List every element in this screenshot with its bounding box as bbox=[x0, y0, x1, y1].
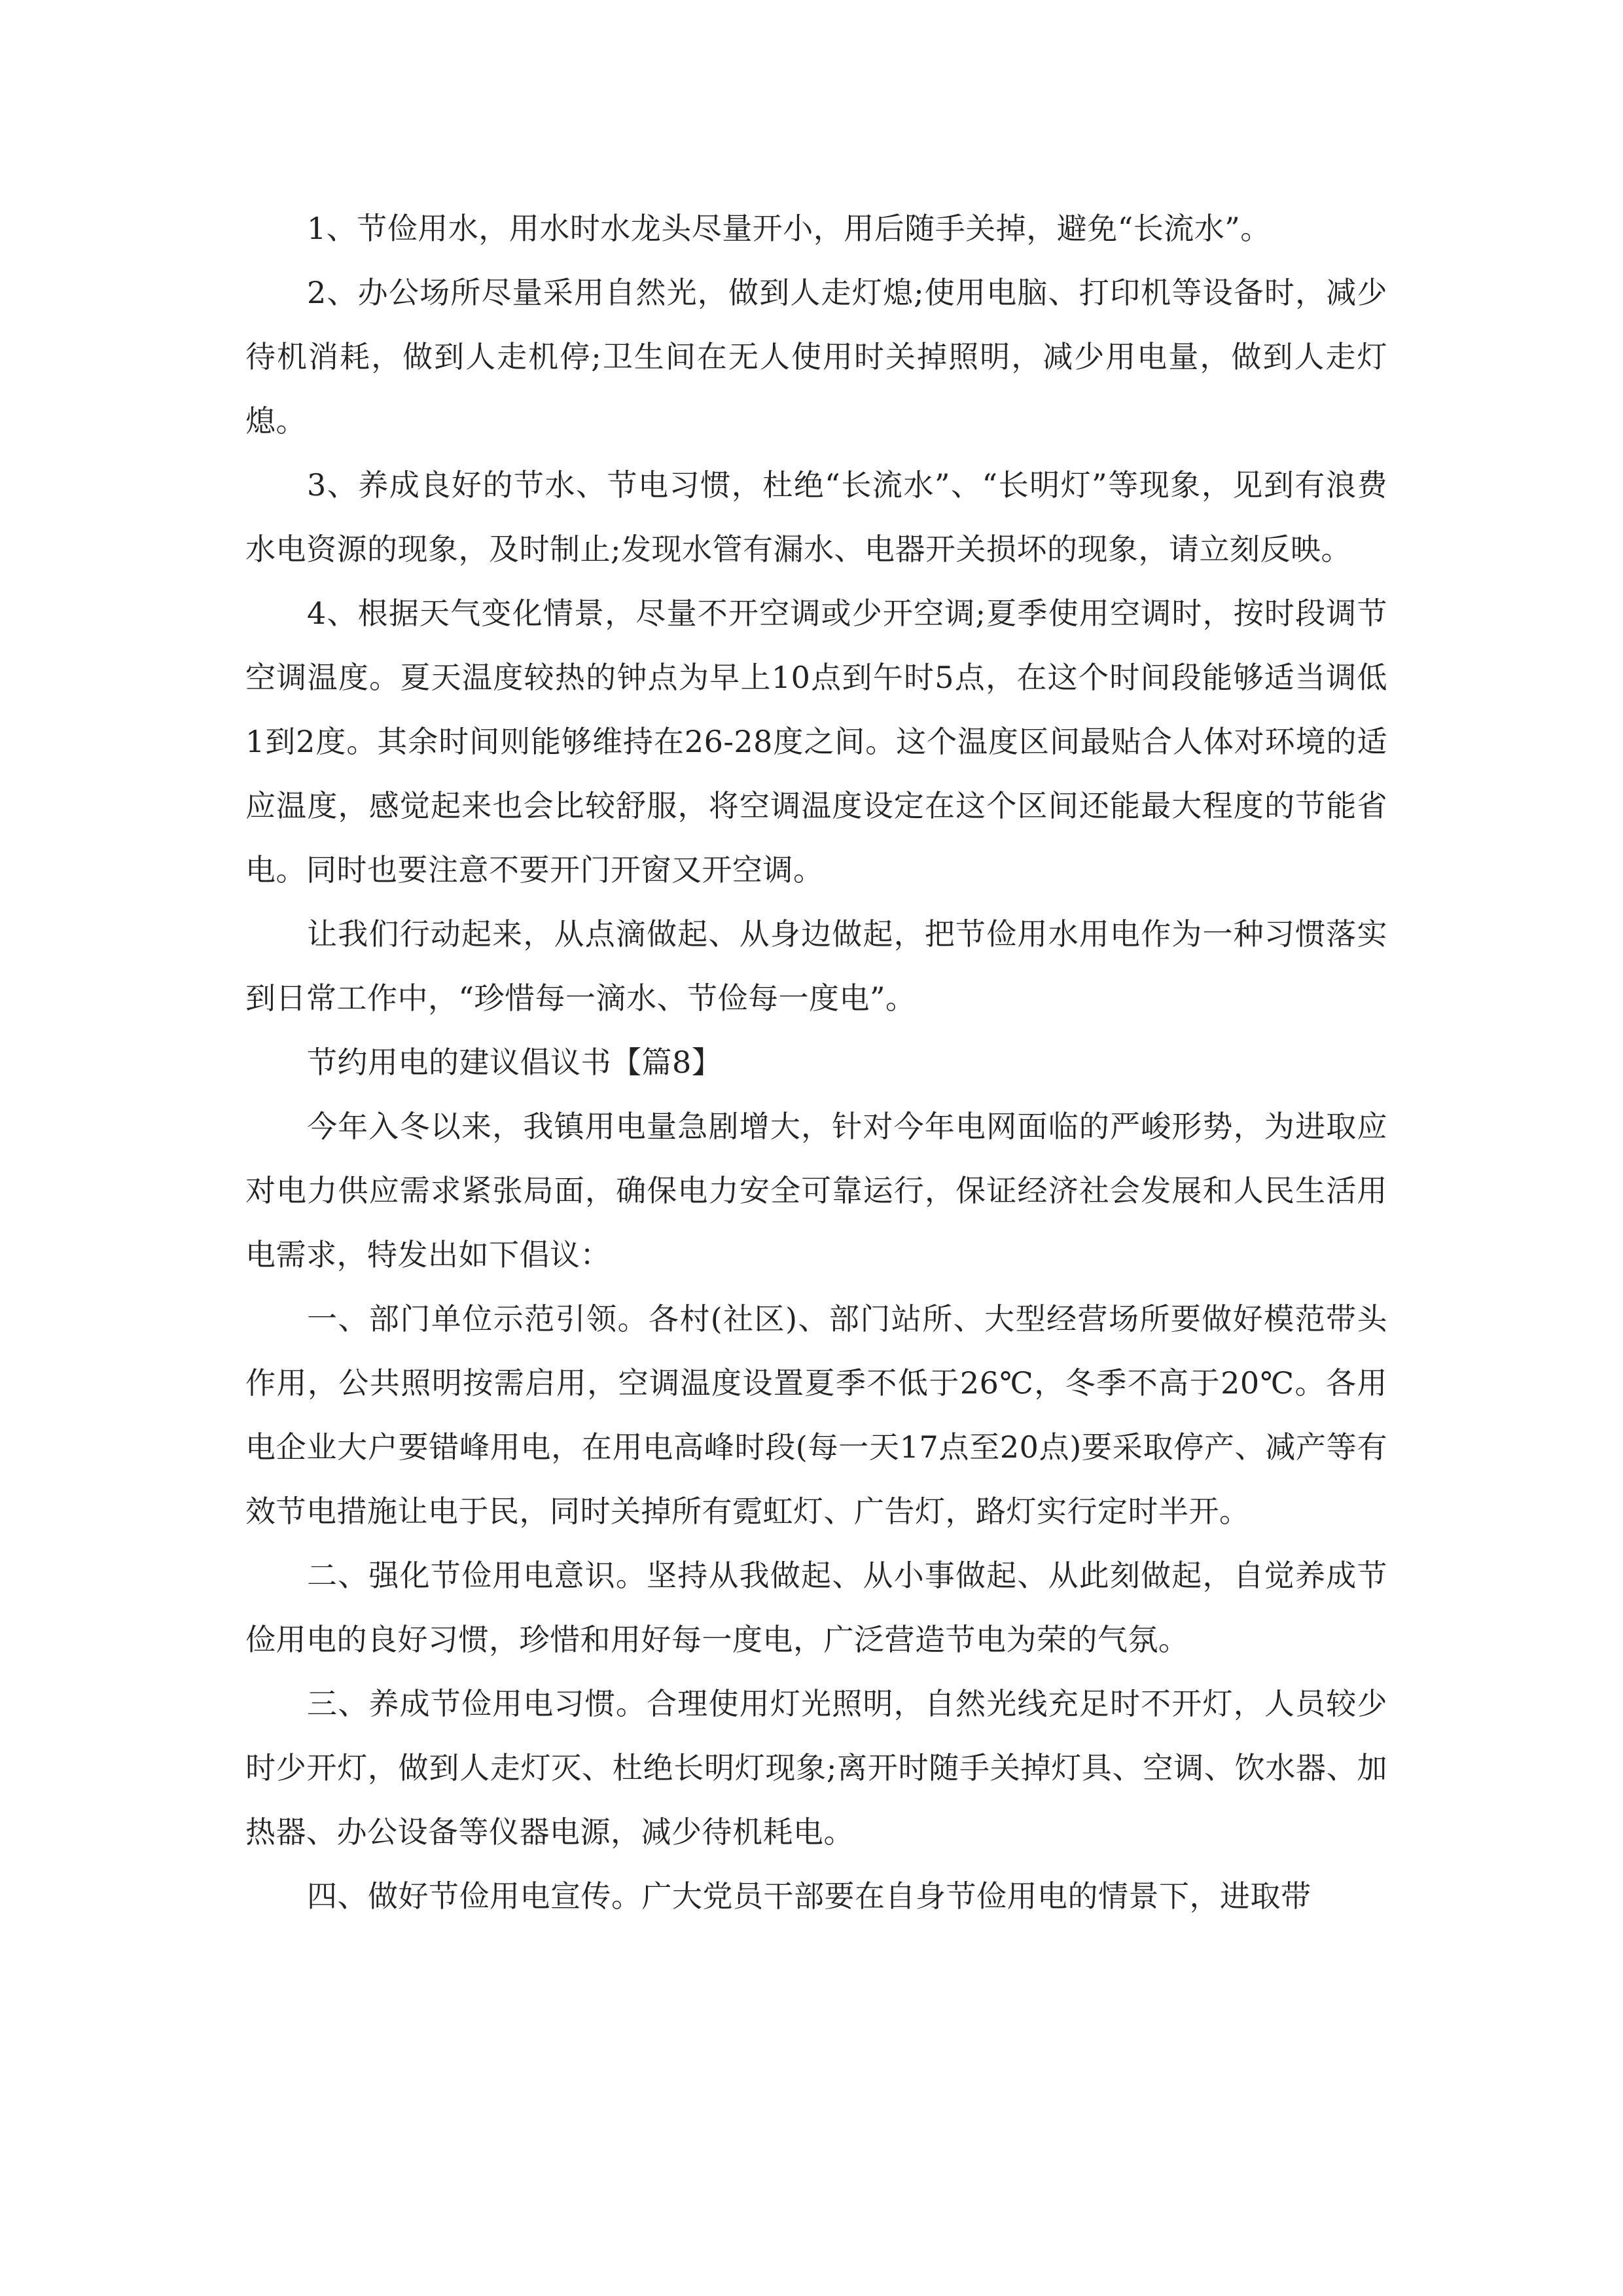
section-heading: 节约用电的建议倡议书【篇8】 bbox=[307, 1045, 722, 1080]
document-body bbox=[245, 196, 1387, 1928]
paragraph-saving-habits: 3、养成良好的节水、节电习惯，杜绝“长流水”、“长明灯”等现象，见到有浪费水电资源的现象，及时制止;发现水管有漏水、电器开关损坏的现象，请立刻反映。 bbox=[245, 467, 1387, 567]
paragraph-intro: 今年入冬以来，我镇用电量急剧增大，针对今年电网面临的严峻形势，为进取应对电力供应需求紧张局面，确保电力安全可靠运行，保证经济社会发展和人民生活用电需求，特发出如下倡议： bbox=[245, 1109, 1387, 1272]
paragraph-item-2: 二、强化节俭用电意识。坚持从我做起、从小事做起、从此刻做起，自觉养成节俭用电的良好习惯，珍惜和用好每一度电，广泛营造节电为荣的气氛。 bbox=[245, 1558, 1387, 1657]
paragraph-item-4: 四、做好节俭用电宣传。广大党员干部要在自身节俭用电的情景下，进取带 bbox=[307, 1878, 1311, 1914]
paragraph-item-1: 一、部门单位示范引领。各村(社区)、部门站所、大型经营场所要做好模范带头作用，公共照明按需启用，空调温度设置夏季不低于26℃，冬季不高于20℃。各用电企业大户要错峰用电，在用电高峰时段(每一天17点至20点)要采取停产、减产等有效节电措施让电于民，同时关掉所有霓虹灯、广告灯，路灯实行定时半开。 bbox=[245, 1301, 1387, 1529]
paragraph-item-3: 三、养成节俭用电习惯。合理使用灯光照明，自然光线充足时不开灯，人员较少时少开灯，做到人走灯灭、杜绝长明灯现象;离开时随手关掉灯具、空调、饮水器、加热器、办公设备等仪器电源，减少待机耗电。 bbox=[245, 1686, 1387, 1850]
paragraph-water-saving: 1、节俭用水，用水时水龙头尽量开小，用后随手关掉，避免“长流水”。 bbox=[307, 211, 1271, 246]
paragraph-office-lighting: 2、办公场所尽量采用自然光，做到人走灯熄;使用电脑、打印机等设备时，减少待机消耗，做到人走机停;卫生间在无人使用时关掉照明，减少用电量，做到人走灯熄。 bbox=[245, 275, 1387, 439]
paragraph-call-to-action: 让我们行动起来，从点滴做起、从身边做起，把节俭用水用电作为一种习惯落实到日常工作中，“珍惜每一滴水、节俭每一度电”。 bbox=[245, 916, 1387, 1016]
paragraph-air-conditioning: 4、根据天气变化情景，尽量不开空调或少开空调;夏季使用空调时，按时段调节空调温度。夏天温度较热的钟点为早上10点到午时5点，在这个时间段能够适当调低1到2度。其余时间则能够维持在26-28度之间。这个温度区间最贴合人体对环境的适应温度，感觉起来也会比较舒服，将空调温度设定在这个区间还能最大程度的节能省电。同时也要注意不要开门开窗又开空调。 bbox=[245, 596, 1387, 888]
